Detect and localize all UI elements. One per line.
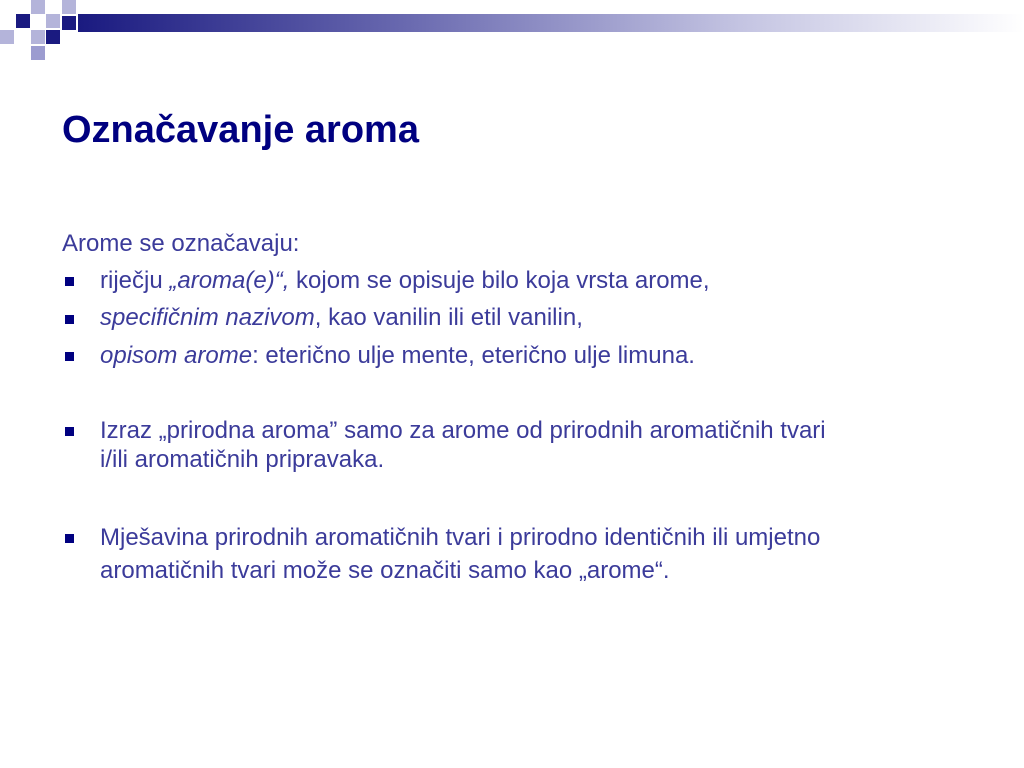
square-bullet-icon bbox=[65, 427, 74, 436]
list-item-pre: riječju bbox=[100, 267, 170, 294]
paragraph-mjesavina bbox=[100, 521, 820, 587]
paragraph-line: aromatičnih tvari može se označiti samo kao „arome“. bbox=[100, 557, 670, 584]
square-bullet-icon bbox=[65, 277, 74, 286]
gradient-bar bbox=[78, 14, 1024, 32]
slide-title: Označavanje aroma bbox=[62, 109, 419, 151]
paragraph-line: Izraz „prirodna aroma” samo za arome od prirodnih aromatičnih tvari bbox=[100, 417, 826, 444]
square-bullet-icon bbox=[65, 315, 74, 324]
list-item-italic: specifičnim nazivom bbox=[100, 304, 315, 331]
list-item bbox=[100, 341, 695, 370]
list-item bbox=[100, 303, 583, 332]
list-item-italic: „aroma(e)“, bbox=[169, 267, 290, 294]
square-bullet-icon bbox=[65, 534, 74, 543]
list-item bbox=[100, 266, 710, 295]
list-item-italic: opisom arome bbox=[100, 342, 253, 369]
paragraph-line: Mješavina prirodnih aromatičnih tvari i prirodno identičnih ili umjetno bbox=[100, 524, 821, 551]
intro-text: Arome se označavaju: bbox=[62, 230, 300, 257]
header-decoration bbox=[0, 0, 1024, 64]
square-bullet-icon bbox=[65, 352, 74, 361]
list-item-post: : eterično ulje mente, eterično ulje limuna. bbox=[252, 342, 695, 369]
paragraph-prirodna-aroma bbox=[100, 416, 826, 474]
list-item-post: kojom se opisuje bilo koja vrsta arome, bbox=[289, 267, 710, 294]
paragraph-line: i/ili aromatičnih pripravaka. bbox=[100, 446, 385, 473]
square-pattern-icon bbox=[16, 14, 30, 28]
list-item-post: , kao vanilin ili etil vanilin, bbox=[314, 304, 583, 331]
